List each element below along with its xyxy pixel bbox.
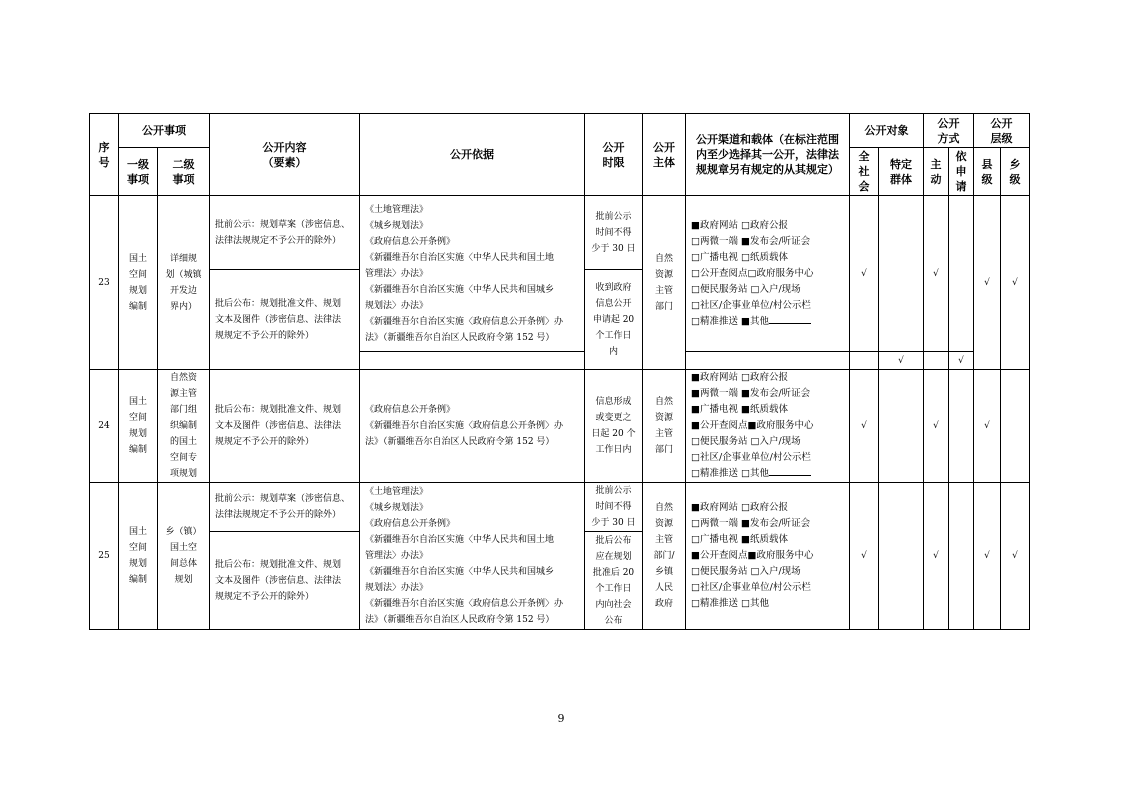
row-item1: 国土 空间 规划 编制 [119,196,158,370]
fill-in-line [769,314,811,324]
check-target-all [850,352,879,370]
row-content-post: 批后公布：规划批准文件、规划 文本及图件（涉密信息、法律法 规规定不予公开的除外） [210,270,360,370]
header-subject: 公开 主体 [643,114,686,196]
check-target-all: √ [850,370,879,483]
fill-in-line [769,466,811,476]
check-level-town: √ [1001,196,1030,370]
check-method-active [924,352,949,370]
row-basis: 《土地管理法》 《城乡规划法》 《政府信息公开条例》 《新疆维吾尔自治区实施〈中华人民共和国土地 管理法〉办法》 《新疆维吾尔自治区实施〈中华人民共和国城乡 规划法〉办法》 《新疆维吾尔自治区实施〈政府信息公开条例〉办 法》（新疆维吾尔自治区人民政府令第 152 号） [360,196,585,352]
row-item1: 国土 空间 规划 编制 [119,483,158,630]
check-level-town [1001,370,1030,483]
check-method-request [949,483,974,630]
row-channels-tail [686,352,850,370]
row-basis: 《政府信息公开条例》 《新疆维吾尔自治区实施〈政府信息公开条例〉办 法》（新疆维吾尔自治区人民政府令第 152 号） [360,370,585,483]
check-target-group [879,370,924,483]
header-level: 公开 层级 [974,114,1030,148]
check-target-group: √ [879,352,924,370]
header-target: 公开对象 [850,114,924,148]
header-method-active: 主 动 [924,148,949,196]
header-method: 公开 方式 [924,114,974,148]
row-subject: 自然 资源 主管 部门 [643,196,686,370]
check-target-group [879,483,924,630]
row-item1: 国土 空间 规划 编制 [119,370,158,483]
disclosure-table [89,113,1030,630]
row-content-post: 批后公布：规划批准文件、规划 文本及图件（涉密信息、法律法 规规定不予公开的除外） [210,532,360,630]
header-content: 公开内容 （要素） [210,114,360,196]
check-target-all: √ [850,483,879,630]
row-content-pre: 批前公示：规划草案（涉密信息、 法律法规规定不予公开的除外） [210,483,360,532]
table-row [90,483,1030,532]
row-number: 25 [90,483,119,630]
row-deadline-post: 批后公布 应在规划 批准后 20 个工作日 内向社会 公布 [585,532,643,630]
row-deadline: 信息形成 或变更之 日起 20 个 工作日内 [585,370,643,483]
header-level-county: 县 级 [974,148,1001,196]
row-deadline-pre: 批前公示 时间不得 少于 30 日 [585,196,643,270]
header-method-request: 依 申 请 [949,148,974,196]
header-channel: 公开渠道和载体（在标注范围 内至少选择其一公开，法律法 规规章另有规定的从其规定） [686,114,850,196]
header-target-all: 全 社 会 [850,148,879,196]
row-number: 23 [90,196,119,370]
check-level-town: √ [1001,483,1030,630]
row-subject: 自然 资源 主管 部门 [643,370,686,483]
row-content-post: 批后公布：规划批准文件、规划 文本及图件（涉密信息、法律法 规规定不予公开的除外） [210,370,360,483]
check-level-county: √ [974,196,1001,370]
table-row [90,370,1030,483]
row-content-pre: 批前公示：规划草案（涉密信息、 法律法规规定不予公开的除外） [210,196,360,270]
row-number: 24 [90,370,119,483]
row-item2: 乡（镇） 国土空 间总体 规划 [158,483,210,630]
page-number: 9 [557,712,565,725]
check-level-county: √ [974,483,1001,630]
check-target-group [879,196,924,352]
check-method-request [949,370,974,483]
header-deadline: 公开 时限 [585,114,643,196]
check-method-active: √ [924,483,949,630]
header-item1: 一级 事项 [119,148,158,196]
row-channels: ■政府网站 □政府公报 □两微一端 ■发布会/听证会 □广播电视 □纸质载体 □公开查阅点□政府服务中心 □便民服务站 □入户/现场 □社区/企事业单位/村公示栏 □精准推送 ■其他 [686,196,850,352]
row-basis: 《土地管理法》 《城乡规划法》 《政府信息公开条例》 《新疆维吾尔自治区实施〈中华人民共和国土地 管理法〉办法》 《新疆维吾尔自治区实施〈中华人民共和国城乡 规划法〉办法》 《新疆维吾尔自治区实施〈政府信息公开条例〉办 法》（新疆维吾尔自治区人民政府令第 152 号） [360,483,585,630]
header-item2: 二级 事项 [158,148,210,196]
check-method-request [949,196,974,352]
row-item2: 详细规 划（城镇 开发边 界内） [158,196,210,370]
row-channels: ■政府网站 □政府公报 □两微一端 ■发布会/听证会 □广播电视 ■纸质载体 ■公开查阅点■政府服务中心 □便民服务站 □入户/现场 □社区/企事业单位/村公示栏 □精准推送 □其他 [686,483,850,630]
disclosure-table-sheet [89,113,1030,630]
header-seq: 序 号 [90,114,119,196]
row-channels: ■政府网站 □政府公报 ■两微一端 ■发布会/听证会 ■广播电视 ■纸质载体 ■公开查阅点■政府服务中心 □便民服务站 □入户/现场 □社区/企事业单位/村公示栏 □精准推送 □其他 [686,370,850,483]
check-method-request: √ [949,352,974,370]
row-deadline-pre: 批前公示 时间不得 少于 30 日 [585,483,643,532]
row-subject: 自然 资源 主管 部门/ 乡镇 人民 政府 [643,483,686,630]
header-basis: 公开依据 [360,114,585,196]
table-row [90,196,1030,270]
check-target-all: √ [850,196,879,352]
check-method-active: √ [924,370,949,483]
header-level-town: 乡 级 [1001,148,1030,196]
header-item: 公开事项 [119,114,210,148]
check-method-active: √ [924,196,949,352]
row-deadline-post: 收到政府 信息公开 申请起 20 个工作日 内 [585,270,643,370]
row-basis-tail [360,352,585,370]
check-level-county: √ [974,370,1001,483]
row-item2: 自然资 源主管 部门组 织编制 的国土 空间专 项规划 [158,370,210,483]
header-target-group: 特定 群体 [879,148,924,196]
